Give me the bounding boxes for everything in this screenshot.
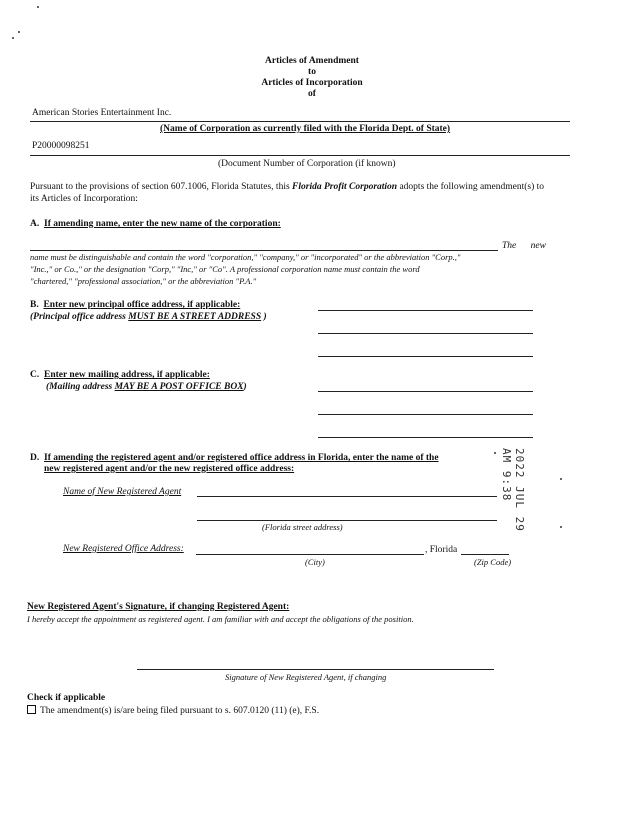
title-line-2: to [308, 67, 316, 77]
agent-name-line [197, 496, 497, 497]
title-line-4: of [308, 89, 316, 99]
mailing-address-line-3 [318, 437, 533, 438]
mailing-address-line-1 [318, 391, 533, 392]
corporation-name-caption: (Name of Corporation as currently filed with the Florida Dept. of State) [160, 124, 451, 134]
signature-statement: I hereby accept the appointment as registered agent. I am familiar with and accept the obligations of the position. [27, 614, 414, 624]
agent-name-label: Name of New Registered Agent [63, 487, 182, 497]
section-c-heading: C. Enter new mailing address, if applicable: [30, 370, 210, 380]
signature-line [137, 669, 494, 670]
section-a-heading: A. If amending name, enter the new name of the corporation: [30, 219, 281, 229]
florida-text: , Florida [425, 545, 458, 555]
signature-heading: New Registered Agent's Signature, if changing Registered Agent: [27, 602, 290, 612]
principal-address-line-2 [318, 333, 533, 334]
scan-speck [18, 31, 20, 33]
city-line [196, 554, 424, 555]
title-line-3: Articles of Incorporation [261, 78, 363, 88]
principal-address-line-1 [318, 310, 533, 311]
intro-line-2: its Articles of Incorporation: [30, 194, 138, 204]
corporation-name-line [30, 121, 570, 122]
office-address-label: New Registered Office Address: [63, 544, 184, 554]
street-address-caption: (Florida street address) [262, 522, 343, 532]
signature-caption: Signature of New Registered Agent, if changing [225, 672, 387, 682]
zip-line [461, 554, 509, 555]
scan-speck [37, 6, 39, 8]
scan-speck [12, 37, 14, 39]
street-address-line [197, 520, 497, 521]
new-name-line [30, 250, 498, 251]
section-b-heading: B. Enter new principal office address, if applicable: [30, 300, 241, 310]
intro-line-1: Pursuant to the provisions of section 607.1006, Florida Statutes, this Florida Profit Corporation adopts the following amendment(s) to [30, 182, 545, 192]
check-heading: Check if applicable [27, 693, 106, 703]
section-a-tail: The new [502, 241, 546, 251]
document-number-caption: (Document Number of Corporation (if known) [218, 159, 396, 169]
principal-address-line-3 [318, 356, 533, 357]
scan-speck [560, 478, 562, 480]
corporation-name: American Stories Entertainment Inc. [32, 108, 172, 118]
document-number-line [30, 155, 570, 156]
section-a-note-3: "chartered," "professional association," or the abbreviation "P.A." [30, 276, 257, 286]
section-a-note-1: name must be distinguishable and contain the word "corporation," "company," or "incorporated" or the abbreviation "Corp.," [30, 252, 461, 262]
scan-speck [560, 526, 562, 528]
amendment-checkbox[interactable] [27, 705, 36, 714]
zip-caption: (Zip Code) [474, 557, 512, 567]
section-d-heading-1: D. If amending the registered agent and/or registered office address in Florida, enter the name of the [30, 453, 439, 463]
mailing-address-line-2 [318, 414, 533, 415]
section-c-note: (Mailing address MAY BE A POST OFFICE BOX) [46, 382, 247, 392]
check-item [27, 705, 319, 716]
section-d-heading-2: new registered agent and/or the new registered office address: [44, 464, 295, 474]
section-b-note: (Principal office address MUST BE A STREET ADDRESS ) [30, 312, 267, 322]
title-line-1: Articles of Amendment [265, 56, 359, 66]
document-number: P20000098251 [32, 141, 90, 151]
city-caption: (City) [305, 557, 325, 567]
check-item-label: The amendment(s) is/are being filed pursuant to s. 607.0120 (11) (e), F.S. [40, 706, 320, 716]
section-a-note-2: "Inc.," or Co.," or the designation "Corp," "Inc," or "Co". A professional corporation name must contain the word [30, 264, 420, 274]
scan-speck [494, 452, 496, 454]
filing-date-stamp: 2022 JUL 29 AM 9:38 [500, 448, 526, 532]
